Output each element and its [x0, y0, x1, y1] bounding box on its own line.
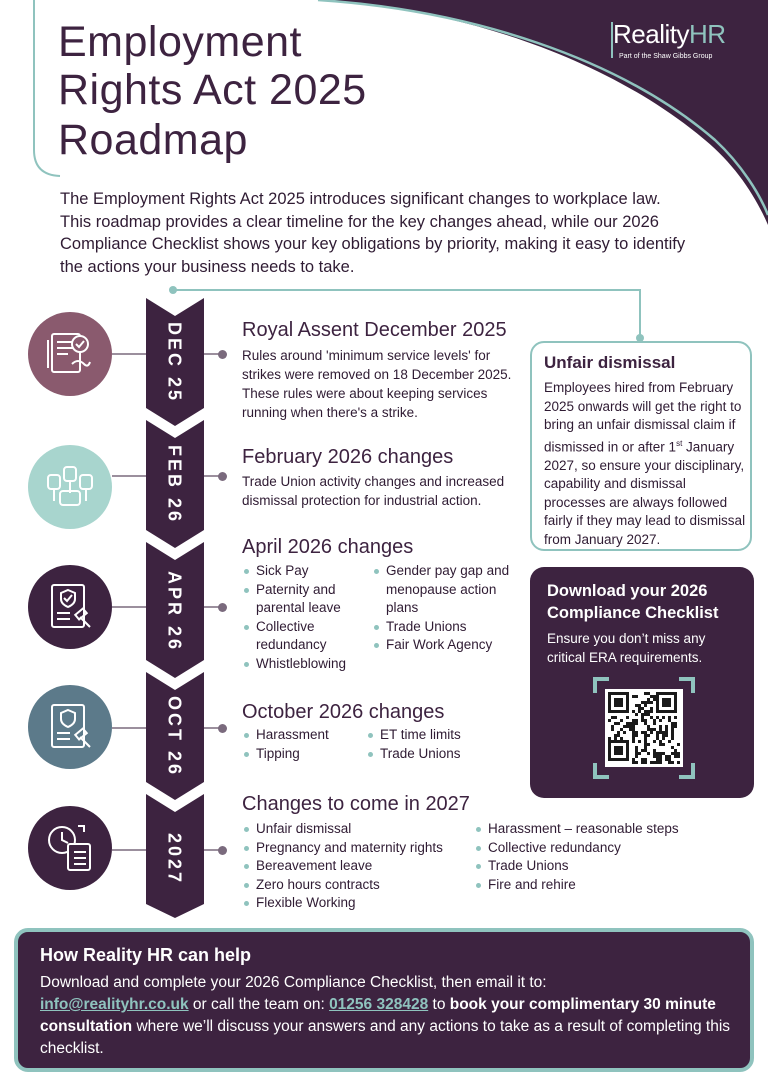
list-item: Collective redundancy: [474, 839, 714, 858]
download-title: Download your 2026 Compliance Checklist: [547, 582, 719, 622]
list-item: Gender pay gap and menopause action plans: [372, 562, 512, 618]
intro-paragraph: [60, 188, 710, 278]
logo-text: Reality: [613, 19, 689, 49]
help-line1: Download and complete your 2026 Compliance Checklist, then email it to:: [40, 974, 547, 991]
unfair-dismissal-text-b: January 2027, so ensure your disciplinary, capability and dismissal processes are always followed fairly if they may lead to dismissal from January 2027.: [544, 439, 746, 547]
list-item: Sick Pay: [242, 562, 362, 581]
list-item: Paternity and parental leave: [242, 581, 362, 618]
qr-code-icon[interactable]: [593, 677, 695, 779]
legal-document-icon: [44, 581, 96, 633]
stage4-title: October 2026 changes: [242, 701, 445, 723]
stage3-title: April 2026 changes: [242, 536, 414, 558]
timeline-dot: [218, 472, 227, 481]
list-item: Zero hours contracts: [242, 876, 472, 895]
list-item: Harassment – reasonable steps: [474, 820, 714, 839]
stage-label-2027: 2027: [164, 832, 185, 886]
list-item: Pregnancy and maternity rights: [242, 839, 472, 858]
stage2-text: Trade Union activity changes and increased dismissal protection for industrial action.: [242, 474, 505, 508]
intro-line: This roadmap provides a clear timeline for the key changes ahead, while our 2026: [60, 212, 659, 231]
stage-label-apr26: APR 26: [164, 571, 185, 653]
list-item: Fire and rehire: [474, 876, 714, 895]
help-text: [40, 972, 740, 1060]
stage-label-feb26: FEB 26: [164, 445, 185, 525]
help-mid: or call the team on:: [188, 996, 330, 1013]
stage3-icon-circle: [28, 565, 112, 649]
stage4-list-left: [242, 726, 362, 763]
stage5-list-left: [242, 820, 472, 913]
timeline-dot: [218, 603, 227, 612]
page-title-line1: Employment: [58, 18, 302, 66]
logo-subtitle: Part of the Shaw Gibbs Group: [619, 53, 713, 60]
stage1-title: Royal Assent December 2025: [242, 319, 507, 341]
intro-line: The Employment Rights Act 2025 introduces significant changes to workplace law.: [60, 190, 661, 208]
stage5-icon-circle: [28, 806, 112, 890]
ordinal-suffix: st: [676, 438, 683, 448]
stage1-text: Rules around 'minimum service levels' for strikes were removed on 18 December 2025. These rules were about keeping services running when there's a strike.: [242, 348, 512, 420]
list-item: Whistleblowing: [242, 655, 362, 674]
unfair-dismissal-text: [544, 379, 748, 549]
clock-checklist-icon: [44, 822, 96, 874]
logo-hr-text: HR: [688, 19, 726, 49]
list-item: Fair Work Agency: [372, 636, 512, 655]
phone-link[interactable]: 01256 328428: [329, 996, 429, 1013]
contract-icon: [44, 328, 96, 380]
help-panel: [14, 928, 754, 1072]
download-text: Ensure you don’t miss any critical ERA requirements.: [547, 631, 706, 665]
stage5-title: Changes to come in 2027: [242, 793, 470, 815]
intro-line: the actions your business needs to take.: [60, 257, 355, 276]
list-item: Tipping: [242, 745, 362, 764]
unfair-dismissal-text-a: Employees hired from February 2025 onwards will get the right to bring an unfair dismissal claim if dismissed in or after 1: [544, 380, 742, 454]
email-link[interactable]: info@realityhr.co.uk: [40, 996, 189, 1013]
download-checklist-panel[interactable]: [530, 567, 754, 798]
help-rest: where we’ll discuss your answers and any actions to take as a result of completing this checklist.: [40, 1018, 731, 1057]
list-item: Trade Unions: [366, 745, 506, 764]
intro-line: Compliance Checklist shows your key obligations by priority, making it easy to identify: [60, 235, 686, 253]
stage-label-oct26: OCT 26: [164, 696, 185, 778]
list-item: Unfair dismissal: [242, 820, 472, 839]
stage2-title: February 2026 changes: [242, 446, 454, 468]
timeline-dot: [218, 350, 227, 359]
raised-fists-icon: [44, 461, 96, 513]
help-to: to: [428, 996, 450, 1013]
list-item: Trade Unions: [474, 857, 714, 876]
list-item: Harassment: [242, 726, 362, 745]
stage4-icon-circle: [28, 685, 112, 769]
consultation-highlight: book your complimentary 30 minute consultation: [40, 996, 716, 1035]
unfair-dismissal-callout: [530, 341, 752, 551]
stage4-list-right: [366, 726, 506, 763]
gavel-document-icon: [44, 701, 96, 753]
list-item: ET time limits: [366, 726, 506, 745]
reality-hr-logo: [613, 18, 753, 60]
list-item: Collective redundancy: [242, 618, 362, 655]
stage2-icon-circle: [28, 445, 112, 529]
stage3-list-left: [242, 562, 362, 673]
page-title-line2: Rights Act 2025: [58, 66, 367, 114]
list-item: Bereavement leave: [242, 857, 472, 876]
timeline-dot: [218, 724, 227, 733]
stage5-list-right: [474, 820, 714, 894]
stage3-list-right: [372, 562, 512, 655]
timeline-dot: [218, 846, 227, 855]
unfair-dismissal-title: Unfair dismissal: [544, 353, 676, 372]
stage1-icon-circle: [28, 312, 112, 396]
list-item: Trade Unions: [372, 618, 512, 637]
page-title-line3: Roadmap: [58, 116, 248, 164]
list-item: Flexible Working: [242, 894, 472, 913]
help-title: How Reality HR can help: [40, 945, 252, 965]
stage-label-dec25: DEC 25: [164, 322, 185, 404]
